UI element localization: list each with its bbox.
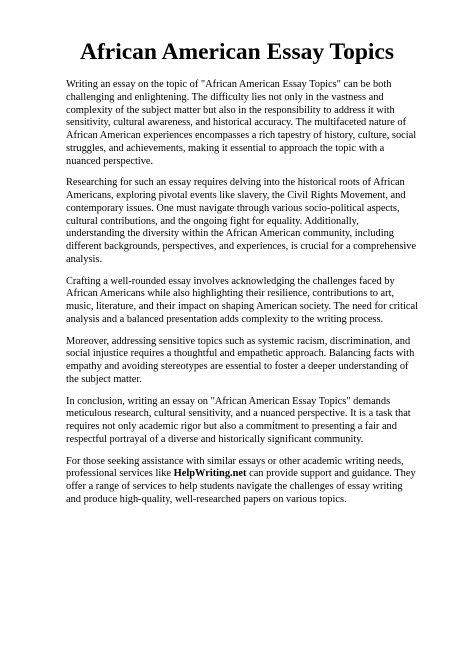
paragraph-crafting: Crafting a well-rounded essay involves acknowledging the challenges faced by African Americans while also highlighting their resilience, contributions to art, music, literature, and their impact on shaping American society. The need for critical analysis and a balanced presentation adds complexity to the writing process. — [66, 275, 419, 325]
closing-text-after: can provide support and guidance. They offer a range of services to help students navigate the challenges of essay writing and produce high-quality, well-researched papers on various topics. — [66, 468, 416, 505]
document-title: African American Essay Topics — [79, 39, 394, 65]
paragraph-conclusion: In conclusion, writing an essay on "African American Essay Topics" demands meticulous research, cultural sensitivity, and a nuanced perspective. It is a task that requires not only academic rigor but also a commitment to presenting a fair and respectful portrayal of a diverse and historically significant community. — [66, 395, 411, 445]
paragraph-intro: Writing an essay on the topic of "African American Essay Topics" can be both challenging and enlightening. The difficulty lies not only in the vastness and complexity of the subject matter but also in the responsibility to address it with sensitivity, cultural awareness, and historical accuracy. The multifaceted nature of African American experiences encompasses a rich tapestry of history, culture, social struggles, and achievements, making it essential to approach the topic with a nuanced perspective. — [66, 79, 417, 167]
paragraph-closing — [66, 456, 418, 507]
brand-name: HelpWriting.net — [173, 468, 247, 480]
paragraph-sensitive-topics: Moreover, addressing sensitive topics such as systemic racism, discrimination, and social injustice requires a thoughtful and empathetic approach. Balancing facts with empathy and avoiding stereotypes are essential to foster a deeper understanding of the subject matter. — [66, 335, 415, 385]
document-body — [66, 79, 418, 516]
closing-text-before: For those seeking assistance with similar essays or other academic writing needs, professional services like — [66, 455, 404, 480]
paragraph-research: Researching for such an essay requires delving into the historical roots of African Americans, exploring pivotal events like slavery, the Civil Rights Movement, and contemporary issues. One must navigate through various socio-political aspects, cultural contributions, and the ongoing fight for equality. Additionally, understanding the diversity within the African American community, including different backgrounds, perspectives, and experiences, is crucial for a comprehensive analysis. — [66, 177, 417, 265]
